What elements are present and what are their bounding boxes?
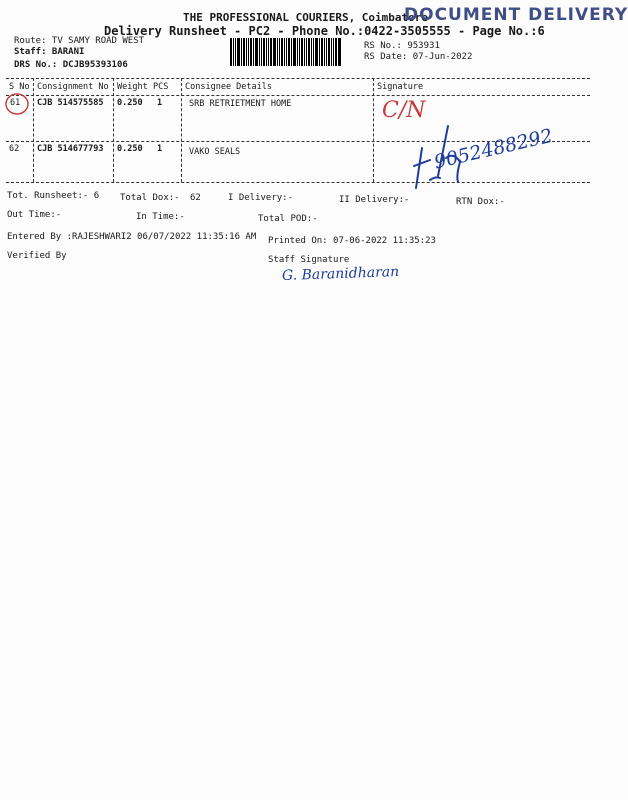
barcode-bar [248, 38, 249, 66]
row-consignment: CJB 514677793 [37, 144, 104, 154]
rs-date: RS Date: 07-Jun-2022 [364, 52, 473, 62]
col-header-weight: Weight [117, 82, 148, 92]
staff-handwritten-signature: G. Baranidharan [281, 263, 400, 285]
route-label: Route: TV SAMY ROAD WEST [14, 36, 145, 46]
total-pod: Total POD:- [258, 214, 318, 224]
drs-number: DRS No.: DCJB95393106 [14, 60, 128, 70]
tot-runsheet: Tot. Runsheet:- 6 [7, 191, 100, 201]
row-weight: 0.250 [117, 98, 143, 108]
barcode-bar [273, 38, 276, 66]
document-delivery-stamp: DOCUMENT DELIVERY [404, 5, 628, 25]
row-weight: 0.250 [117, 144, 143, 154]
barcode-bar [253, 38, 254, 66]
rs-number: RS No.: 953931 [364, 41, 440, 51]
entered-by: Entered By :RAJESHWARI2 06/07/2022 11:35:16 AM [7, 232, 257, 242]
handwritten-circle-mark [4, 92, 30, 116]
barcode-bar [315, 38, 318, 66]
barcode-bar [321, 38, 323, 66]
barcode-bar [233, 38, 234, 66]
barcode-bar [279, 38, 280, 66]
staff-signature-label: Staff Signature [268, 255, 350, 265]
total-dox-label: Total Dox:- [120, 193, 180, 203]
col-header-sno: S No [9, 82, 30, 92]
barcode-bar [324, 38, 325, 66]
barcode-bar [268, 38, 269, 66]
barcode-bar [326, 38, 327, 66]
barcode-bar [266, 38, 267, 66]
barcode-bar [286, 38, 287, 66]
runsheet-title: Delivery Runsheet - PC2 - Phone No.:0422-3505555 - Page No.:6 [104, 24, 545, 38]
barcode-bar [293, 38, 296, 66]
barcode-bar [263, 38, 265, 66]
column-divider [113, 78, 114, 182]
barcode-bar [299, 38, 300, 66]
in-time: In Time:- [136, 212, 185, 222]
staff-label: Staff: BARANI [14, 47, 85, 57]
row-consignment: CJB 514575585 [37, 98, 104, 108]
barcode-bar [333, 38, 334, 66]
row-sno: 61 [10, 98, 21, 108]
verified-by: Verified By [7, 251, 67, 261]
total-dox-value: 62 [190, 193, 201, 203]
barcode-bar [241, 38, 242, 66]
column-divider [33, 78, 34, 182]
barcode-bar [259, 38, 260, 66]
barcode-bar [237, 38, 240, 66]
i-delivery: I Delivery:- [228, 193, 294, 203]
company-name: THE PROFESSIONAL COURIERS, Coimbatore [183, 11, 429, 24]
barcode-bar [235, 38, 236, 66]
col-header-consignment: Consignment No [37, 82, 109, 92]
row-consignee: SRB RETRIETMENT HOME [189, 99, 292, 109]
barcode-bar [331, 38, 332, 66]
barcode-bar [288, 38, 290, 66]
barcode-bar [250, 38, 252, 66]
barcode-bar [230, 38, 232, 66]
barcode-bar [255, 38, 258, 66]
barcode-bar [246, 38, 247, 66]
row-pcs: 1 [157, 98, 163, 108]
barcode-bar [306, 38, 307, 66]
barcode-bar [328, 38, 330, 66]
barcode-bar [284, 38, 285, 66]
barcode-bar [301, 38, 303, 66]
barcode-bar [270, 38, 272, 66]
printed-on: Printed On: 07-06-2022 11:35:23 [268, 236, 436, 246]
handwritten-phone-number: 9052488292 [432, 124, 555, 174]
barcode-bar [311, 38, 312, 66]
barcode-bar [243, 38, 245, 66]
barcode-bar [261, 38, 262, 66]
col-header-consignee: Consignee Details [185, 82, 272, 92]
barcode-bar [319, 38, 320, 66]
table-bottom-border [6, 182, 590, 183]
barcode-bar [338, 38, 341, 66]
row-sno: 62 [9, 144, 20, 154]
barcode-bar [277, 38, 278, 66]
barcode-bar [297, 38, 298, 66]
column-divider [373, 78, 374, 182]
handwritten-signature-cn: C/N [382, 98, 426, 123]
barcode-bar [291, 38, 292, 66]
barcode-bar [335, 38, 337, 66]
barcode-bar [313, 38, 314, 66]
col-header-signature: Signature [377, 82, 424, 92]
row-pcs: 1 [157, 144, 163, 154]
table-header-border [6, 95, 590, 96]
column-divider [181, 78, 182, 182]
rtn-dox: RTN Dox:- [456, 197, 505, 207]
barcode-bar [281, 38, 283, 66]
barcode-bar [304, 38, 305, 66]
barcode [230, 38, 358, 66]
barcode-bar [308, 38, 310, 66]
table-top-border [6, 78, 590, 79]
ii-delivery: II Delivery:- [339, 195, 410, 205]
row-consignee: VAKO SEALS [189, 147, 241, 157]
out-time: Out Time:- [7, 210, 62, 220]
col-header-pcs: PCS [153, 82, 169, 92]
